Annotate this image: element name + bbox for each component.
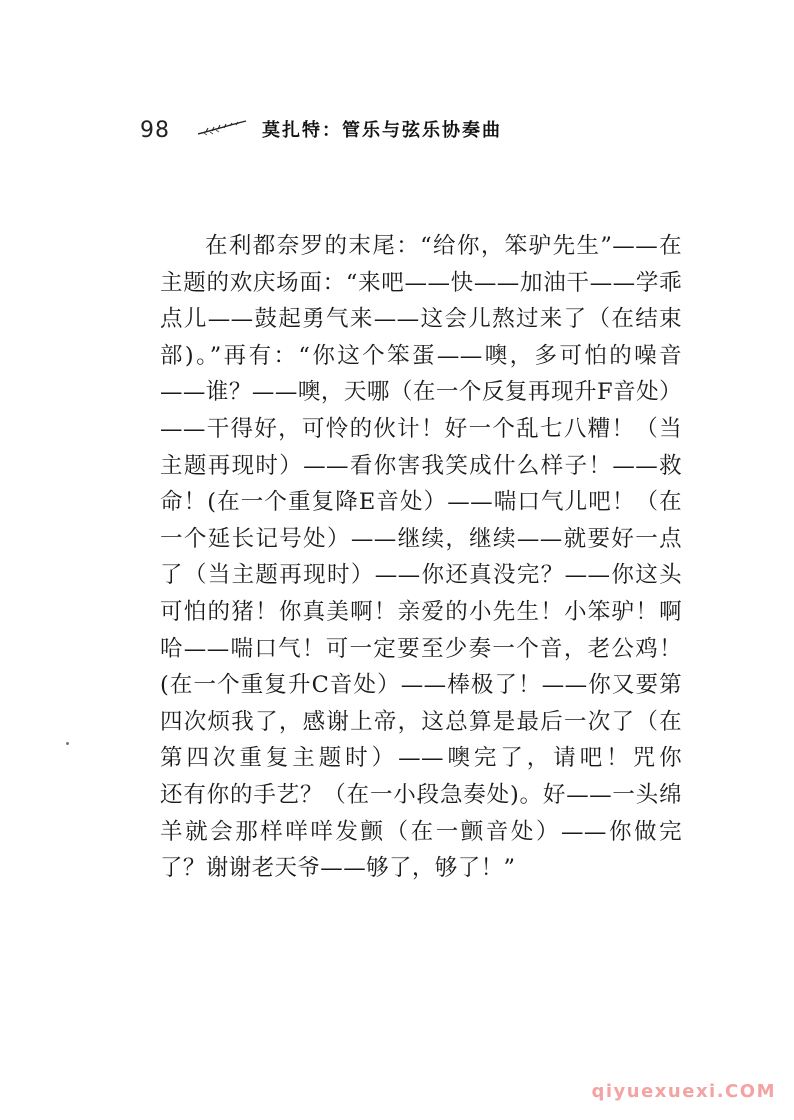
site-watermark: qiyuexuexi.COM xyxy=(591,1081,776,1102)
body-paragraph: 在利都奈罗的末尾：“给你，笨驴先生”——在主题的欢庆场面：“来吧——快——加油干——学乖点儿——鼓起勇气来——这会儿熬过来了（在结束部)。”再有：“你这个笨蛋——噢，多可怕的噪音——谁？——噢，天哪（在一个反复再现升F音处）——干得好，可怜的伙计！好一个乱七八糟！（当主题再现时）——看你害我笑成什么样子！——救命！(在一个重复降E音处）——喘口气儿吧！（在一个延长记号处）——继续，继续——就要好一点了（当主题再现时）——你还真没完？——你这头可怕的猪！你真美啊！亲爱的小先生！小笨驴！啊哈——喘口气！可一定要至少奏一个音，老公鸡！(在一个重复升C音处）——棒极了！——你又要第四次烦我了，感谢上帝，这总算是最后一次了（在第四次重复主题时）——噢完了，请吧！咒你 还有你的手艺？（在一小段急奏处)。好——一头绵羊就会那样咩咩发颤（在一颤音处）——你做完了？谢谢老天爷——够了，够了！” xyxy=(160,233,728,882)
scan-speck xyxy=(66,742,69,745)
running-title: 莫扎特：管乐与弦乐协奏曲 xyxy=(262,120,502,141)
feather-quill-icon xyxy=(196,120,248,136)
page-number: 98 xyxy=(140,118,170,143)
